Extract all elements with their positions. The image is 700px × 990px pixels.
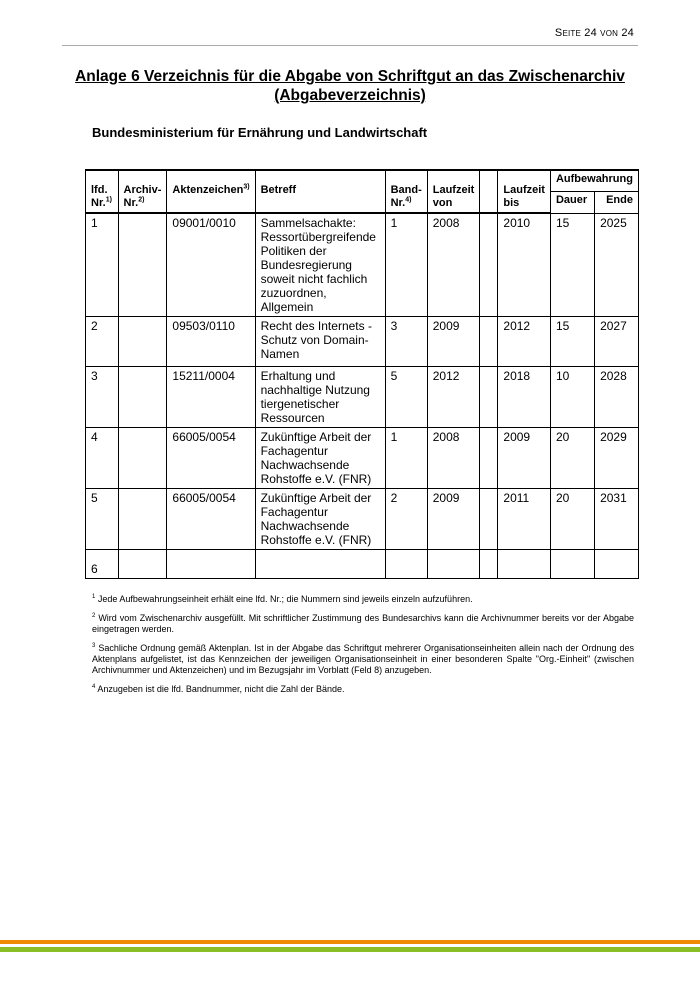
cell-band bbox=[385, 550, 427, 579]
col-header-dauer: Dauer bbox=[550, 192, 594, 213]
table-row bbox=[86, 428, 639, 489]
cell-dauer: 15 bbox=[550, 213, 594, 317]
col-header-laufzeit-von: Laufzeit von bbox=[427, 170, 480, 213]
cell-band: 1 bbox=[385, 213, 427, 317]
footnote bbox=[92, 594, 634, 605]
cell-lfd: 5 bbox=[86, 489, 119, 550]
cell-archiv bbox=[118, 489, 167, 550]
cell-bis: 2011 bbox=[498, 489, 551, 550]
page-number bbox=[555, 27, 634, 39]
cell-ende: 2029 bbox=[595, 428, 639, 489]
table-header-row bbox=[86, 170, 639, 192]
cell-blank bbox=[480, 317, 498, 367]
cell-dauer: 15 bbox=[550, 317, 594, 367]
cell-lfd: 1 bbox=[86, 213, 119, 317]
table-row bbox=[86, 213, 639, 317]
cell-aktenzeichen: 66005/0054 bbox=[167, 428, 255, 489]
cell-betreff bbox=[255, 550, 385, 579]
cell-dauer: 10 bbox=[550, 367, 594, 428]
cell-betreff: Zukünftige Arbeit der Fachagentur Nachwachsende Rohstoffe e.V. (FNR) bbox=[255, 489, 385, 550]
page-label: Seite 24 von 24 bbox=[554, 27, 634, 39]
cell-ende: 2025 bbox=[595, 213, 639, 317]
table-row bbox=[86, 317, 639, 367]
cell-aktenzeichen bbox=[167, 550, 255, 579]
cell-aktenzeichen: 66005/0054 bbox=[167, 489, 255, 550]
footnote-ref: 2) bbox=[138, 196, 145, 204]
cell-blank bbox=[480, 489, 498, 550]
cell-dauer bbox=[550, 550, 594, 579]
cell-von: 2008 bbox=[427, 428, 480, 489]
col-header-text: Aktenzeichen bbox=[172, 184, 244, 196]
cell-von: 2009 bbox=[427, 489, 480, 550]
cell-betreff: Erhaltung und nachhaltige Nutzung tiergenetischer Ressourcen bbox=[255, 367, 385, 428]
cell-betreff: Zukünftige Arbeit der Fachagentur Nachwachsende Rohstoffe e.V. (FNR) bbox=[255, 428, 385, 489]
cell-blank bbox=[480, 367, 498, 428]
cell-archiv bbox=[118, 213, 167, 317]
cell-bis: 2018 bbox=[498, 367, 551, 428]
footer-bar-orange bbox=[0, 940, 700, 944]
cell-blank bbox=[480, 213, 498, 317]
footnote-ref: 1) bbox=[105, 196, 112, 204]
footnote bbox=[92, 613, 634, 635]
footnote-ref: 4) bbox=[405, 196, 412, 204]
cell-betreff: Recht des Internets - Schutz von Domain-Namen bbox=[255, 317, 385, 367]
cell-ende: 2027 bbox=[595, 317, 639, 367]
cell-blank bbox=[480, 550, 498, 579]
col-header-blank bbox=[480, 170, 498, 213]
col-header-text: Band-Nr. bbox=[390, 184, 422, 209]
cell-aktenzeichen: 09001/0010 bbox=[167, 213, 255, 317]
col-header-band-nr bbox=[385, 170, 427, 213]
cell-aktenzeichen: 15211/0004 bbox=[167, 367, 255, 428]
cell-band: 1 bbox=[385, 428, 427, 489]
footnote-text: Sachliche Ordnung gemäß Aktenplan. Ist in der Abgabe das Schriftgut mehrerer Organisationseinheiten allein nach der Ordnung des Aktenplans aufgelistet, ist das Kennzeichen der jeweiligen Organisationseinheit in einer besonderen Spalte "Org.-Einheit" (zwischen Archivnummer und Aktenzeichen) und im Bezugsjahr im Vorblatt (Feld 8) anzugeben. bbox=[92, 643, 634, 675]
table-row bbox=[86, 550, 639, 579]
col-header-text: Archiv-Nr. bbox=[123, 184, 162, 209]
footnote bbox=[92, 684, 634, 695]
col-header-archiv-nr bbox=[118, 170, 167, 213]
cell-ende: 2031 bbox=[595, 489, 639, 550]
col-header-betreff: Betreff bbox=[255, 170, 385, 213]
col-header-ende: Ende bbox=[595, 192, 639, 213]
cell-von: 2008 bbox=[427, 213, 480, 317]
cell-archiv bbox=[118, 428, 167, 489]
col-header-lfd-nr bbox=[86, 170, 119, 213]
col-header-text: lfd. Nr. bbox=[91, 184, 108, 209]
footnotes bbox=[92, 594, 634, 703]
footnote bbox=[92, 643, 634, 676]
footnote-ref: 3) bbox=[243, 183, 250, 191]
footnote-text: Jede Aufbewahrungseinheit erhält eine lfd. Nr.; die Nummern sind jeweils einzeln aufzuführen. bbox=[97, 594, 473, 604]
col-header-aufbewahrung: Aufbewahrung bbox=[550, 170, 638, 192]
footnote-mark: 3 bbox=[92, 643, 96, 649]
cell-bis: 2009 bbox=[498, 428, 551, 489]
cell-dauer: 20 bbox=[550, 428, 594, 489]
cell-ende: 2028 bbox=[595, 367, 639, 428]
footer-bar-green bbox=[0, 947, 700, 952]
footnote-text: Anzugeben ist die lfd. Bandnummer, nicht die Zahl der Bände. bbox=[97, 684, 345, 694]
cell-lfd: 4 bbox=[86, 428, 119, 489]
header-divider bbox=[62, 45, 638, 46]
cell-von: 2012 bbox=[427, 367, 480, 428]
cell-bis bbox=[498, 550, 551, 579]
footnote-mark: 2 bbox=[92, 613, 96, 619]
cell-von: 2009 bbox=[427, 317, 480, 367]
cell-archiv bbox=[118, 367, 167, 428]
footnote-text: Wird vom Zwischenarchiv ausgefüllt. Mit schriftlicher Zustimmung des Bundesarchivs kann die Archivnummer bereits vor der Abgabe eingetragen werden. bbox=[92, 613, 634, 634]
cell-betreff: Sammelsachakte: Ressortübergreifende Politiken der Bundesregierung soweit nicht fachlich zuzuordnen, Allgemein bbox=[255, 213, 385, 317]
cell-bis: 2010 bbox=[498, 213, 551, 317]
cell-archiv bbox=[118, 317, 167, 367]
abgabe-table bbox=[85, 169, 639, 579]
cell-band: 2 bbox=[385, 489, 427, 550]
cell-lfd: 6 bbox=[86, 550, 119, 579]
cell-dauer: 20 bbox=[550, 489, 594, 550]
cell-ende bbox=[595, 550, 639, 579]
cell-bis: 2012 bbox=[498, 317, 551, 367]
cell-band: 5 bbox=[385, 367, 427, 428]
cell-archiv bbox=[118, 550, 167, 579]
footnote-mark: 4 bbox=[92, 684, 96, 690]
cell-blank bbox=[480, 428, 498, 489]
footnote-mark: 1 bbox=[92, 594, 96, 600]
cell-aktenzeichen: 09503/0110 bbox=[167, 317, 255, 367]
organization-name: Bundesministerium für Ernährung und Landwirtschaft bbox=[92, 125, 428, 140]
document-title: Anlage 6 Verzeichnis für die Abgabe von Schriftgut an das Zwischenarchiv (Abgabeverzeichnis) bbox=[75, 68, 625, 104]
col-header-laufzeit-bis: Laufzeit bis bbox=[498, 170, 551, 213]
cell-lfd: 2 bbox=[86, 317, 119, 367]
cell-lfd: 3 bbox=[86, 367, 119, 428]
table-row bbox=[86, 367, 639, 428]
cell-band: 3 bbox=[385, 317, 427, 367]
col-header-aktenzeichen bbox=[167, 170, 255, 213]
cell-von bbox=[427, 550, 480, 579]
table-row bbox=[86, 489, 639, 550]
